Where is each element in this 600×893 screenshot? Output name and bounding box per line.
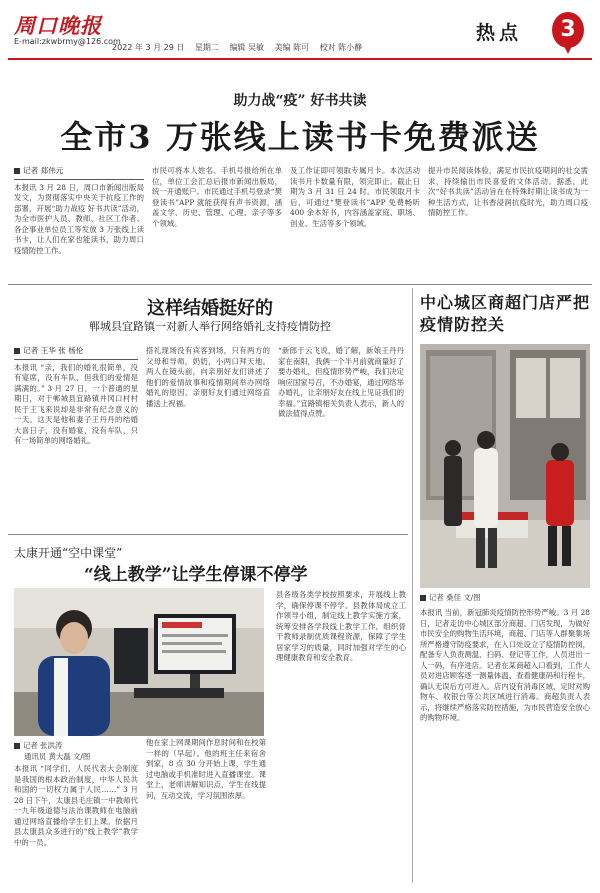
article3-body: 本报讯 当前，新冠肺炎疫情防控形势严峻。3 月 28 日，记者走访中心城区部分商超、门店发现，为做好市民安全的购物生活环境，商超、门店等人群聚集场所严格遵守防疫要求，在入口处设立了疫情防控岗，配备专人负责测温、扫码、登记等工作，人员进出一人一码，有序进店。记者在某商超入口看到，工作人员对进店顾客逐一测量体温、查看健康码和行程卡，确认无误后方可进入。店内设有消毒区域，定时对购物车、收银台等公共区域进行消毒。商超负责人表示，将继续严格落实防控措施，为市民营造安全放心的购物环境。 <box>420 608 590 722</box>
masthead-date-line <box>112 42 370 53</box>
caption-marker-icon <box>420 595 426 601</box>
article4-photo-caption-2: 通讯员 黄大磊 文/图 <box>24 752 91 761</box>
mall-entrance-illustration <box>420 344 590 588</box>
article4-column-3: 县各级各类学校按照要求，开展线上教学，确保停课不停学。县教体局成立工作领导小组，制定线上教学实施方案，统筹安排各学段线上教学工作，组织骨干教师录制优质课程资源，保障了学生居家学习的质量，同时加强对学生的心理健康教育和安全教育。 <box>276 590 406 662</box>
proof-credit: 校对 陈小静 <box>319 43 363 52</box>
article3-photo-caption: 记者 桑佳 文/图 <box>420 592 590 603</box>
article1-column-4: 提升市民阅读体验，满足市民抗疫期间的社交需求，持续输出市民喜爱的文体活动。据悉，此次“好书共读”活动旨在在特殊时期让读书成为一种生活方式，让书香浸润抗疫时光，助力周口疫情防控工作。 <box>428 166 588 217</box>
masthead <box>0 0 600 78</box>
caption-marker-icon <box>14 743 20 749</box>
article4-kicker: 太康开通“空中课堂” <box>14 546 123 560</box>
article4-column-1: 本报讯 “同学们，人民代表大会制度是我国的根本政治制度，中华人民共和国的一切权力属于人民……” 3 月 28 日下午，太康县毛庄镇一中教师代一九年级道德与法治课教师在电脑前通过网络直播给学生们上课。依据月县太康县众多进行的“线上教学”教学中的一员。 <box>14 764 138 847</box>
article4-photo-caption: 记者 张洪涛 <box>14 740 264 751</box>
page-number-pin <box>563 44 573 54</box>
article1-column-3: 及工作证即可领取专属月卡。本次活动读书月卡数量有限，领完即止。截止日期为 3 月 31 日 24 时。市民领取月卡后，可通过“樊登读书”APP 免费畅听 400 余本好书，内容涵盖家庭、职场、创业、生活等多个领域。 <box>290 166 420 228</box>
article2-column-3: “新郎于云飞说，婚了解，新娘王丹丹家在南阳，我俩一个半月前就商量好了要办婚礼，但疫情形势严峻，我们决定响应国家号召，不办婚宴，通过网络举办婚礼，让亲朋好友在线上见证我们的幸福。”宜路镇相关负责人表示，新人的做法值得点赞。 <box>278 346 404 418</box>
article2-body-1: 本报讯 “亲，我们的婚礼很简单，没有宴席，没有车队，但我们的爱情是满满的。” 3 月 27 日，一个普通的星期日，对于郸城县宜路镇井冈口村村民于王飞来说却是非常有纪念意义的一天。这天是他和妻子王丹丹的结婚大喜日子，没有婚宴，没有车队，只有一场简单的网络婚礼。 <box>14 362 138 445</box>
article3-title: 中心城区商超门店严把疫情防控关 <box>420 293 591 334</box>
newspaper-logo: 周口晚报 <box>14 13 102 38</box>
issue-weekday: 星期二 <box>194 43 219 52</box>
masthead-rule <box>8 58 592 60</box>
article2-column-2: 搭礼现场没有宾客到场，只有两方的父母和导师，奶奶，小两口拜天地。两人在镜头前，向亲朋好友们讲述了他们的爱情故事和疫情期间举办网络婚礼的原因。亲朋好友们通过网络直播送上祝福。 <box>146 346 270 408</box>
article1-body-1: 本报讯 3 月 28 日，周口市新闻出版局发文，为贯彻落实中央关于抗疫工作的部署，开展“助力战疫 好书共读”活动，为全市医护人员、教师、社区工作者、各企事业单位员工等发放 3 万张线上读书卡，让人们在家也能读书，助力周口疫情防控工作。 <box>14 182 144 255</box>
article2-subtitle: 郸城县宜路镇一对新人举行网络婚礼支持疫情防控 <box>89 320 331 333</box>
article2-byline: 记者 王华 张 杨伦 <box>14 346 138 360</box>
article4-column-2: 他在家上网课期间作息时间和在校第一样的（早起）。他的班主任来宿舍到家，8 点 30 分开始上课，学生通过电脑或手机准时进入直播课堂。课堂上，老师讲解知识点，学生在线提问，互动交流，学习氛围浓厚。 <box>146 738 266 800</box>
article3-photo <box>420 344 590 588</box>
section-divider-1 <box>8 284 592 285</box>
article1-column-2: 市民可将本人姓名、手机号报给所在单位，单位工会汇总后报市新闻出版局，统一开通账户。市民通过手机号登录“樊登读书”APP 就能获得有声书资源，涵盖文学、历史、管理、心理、亲子等多个领域。 <box>152 166 282 228</box>
section-divider-2 <box>8 534 408 535</box>
designer-credit: 美编 陈可 <box>274 43 310 52</box>
page-number-badge: 3 <box>552 12 584 48</box>
article1-kicker: 助力战“疫” 好书共读 <box>233 93 367 109</box>
article1-column-1 <box>14 166 144 278</box>
article2-title: 这样结婚挺好的 <box>147 298 273 319</box>
byline-marker-icon <box>14 168 20 174</box>
masthead-email[interactable]: E-mail:zkwbrmy@126.com <box>14 37 121 46</box>
article4-title: “线上教学”让学生停课不停学 <box>84 565 308 585</box>
teacher-at-computer-illustration <box>14 588 264 736</box>
issue-date: 2022 年 3 月 29 日 <box>112 43 185 52</box>
column-divider-right <box>412 288 413 883</box>
article4-photo <box>14 588 264 736</box>
article1-title: 全市3 万张线上读书卡免费派送 <box>60 118 540 156</box>
article2-column-1 <box>14 346 138 526</box>
section-tag: 热点 <box>476 22 523 44</box>
editor-credit: 编辑 吴敏 <box>229 43 264 52</box>
byline-marker-icon <box>14 348 20 354</box>
article1-byline: 记者 郑伟元 <box>14 166 144 180</box>
